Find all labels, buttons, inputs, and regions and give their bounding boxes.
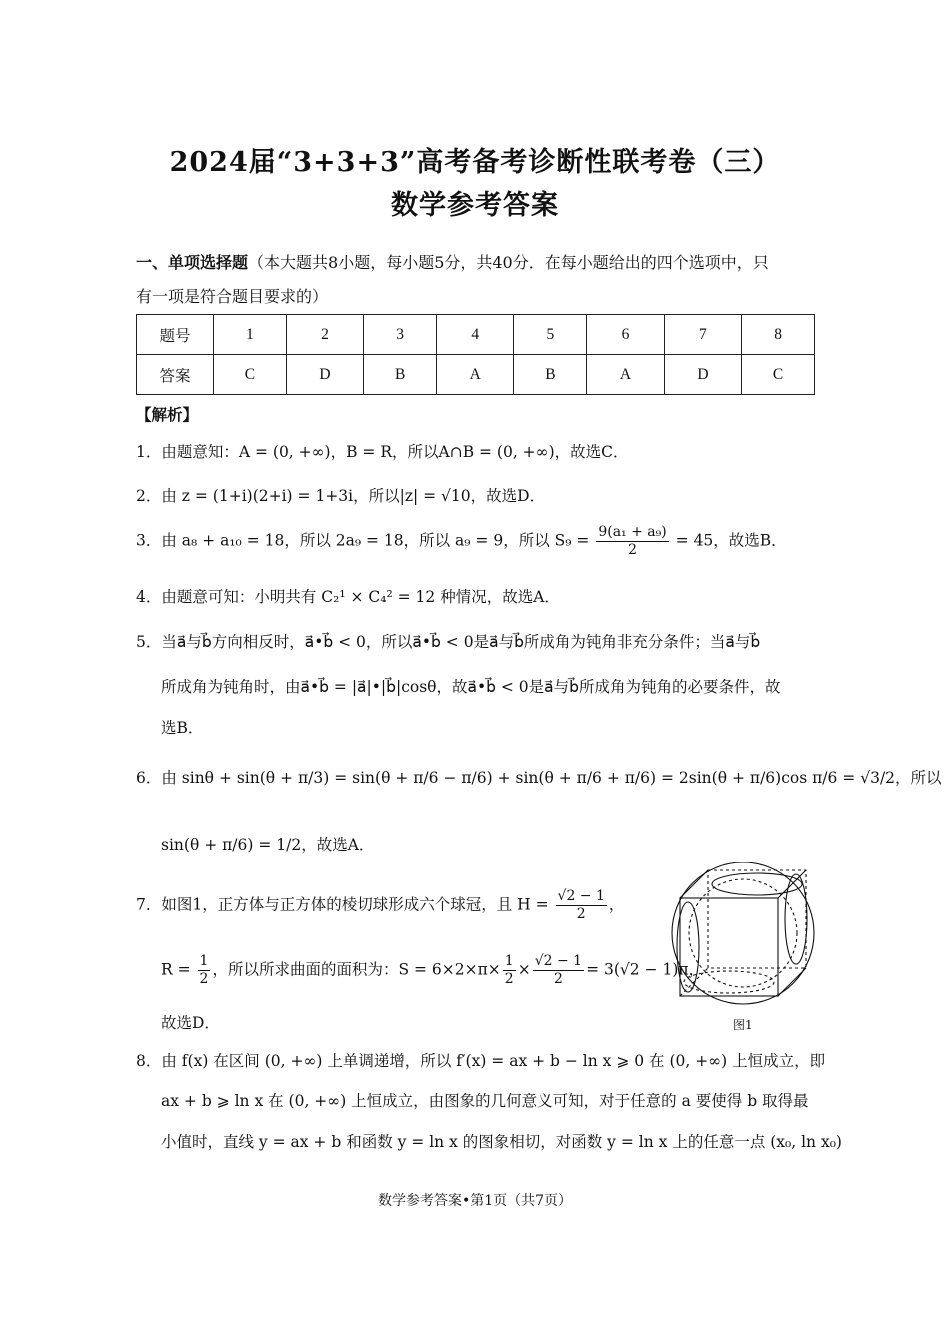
answer-cell: C — [742, 355, 815, 395]
area-result: = 3(√2 − 1)π， — [586, 960, 705, 979]
solution-3-part-a: 3．由 a₈ + a₁₀ = 18，所以 2a₉ = 18，所以 a₉ = 9，所以 S₉ = — [136, 531, 590, 550]
cap-bottom — [684, 971, 774, 993]
fraction-numerator: 9(a₁ + a₉) — [598, 524, 667, 540]
answer-table-question-row — [137, 315, 815, 355]
fraction-s9 — [596, 524, 668, 559]
doc-title-line2: 数学参考答案 — [391, 190, 559, 221]
solution-6-line-a: 6．由 sinθ + sin(θ + π/3) = sin(θ + π/6 − π/6) + sin(θ + π/6 + π/6) = 2sin(θ + π/6)cos π/6 = √3/2，所以 — [136, 769, 942, 787]
answer-cell: A — [587, 355, 664, 395]
answer-cell: D — [664, 355, 741, 395]
section-1-desc-a: （本大题共8小题，每小题5分，共40分．在每小题给出的四个选项中，只 — [248, 253, 769, 272]
solution-8-line-a: 8．由 f(x) 在区间 (0, +∞) 上单调递增，所以 f′(x) = ax + b − ln x ⩾ 0 在 (0, +∞) 上恒成立，即 — [136, 1052, 826, 1070]
answer-row-label: 答案 — [137, 355, 214, 395]
fraction-numerator: √2 − 1 — [557, 888, 605, 904]
fraction-half — [503, 953, 516, 988]
fraction-denominator: 2 — [199, 971, 209, 987]
question-number: 1 — [214, 315, 287, 355]
fraction-numerator: √2 − 1 — [534, 953, 583, 969]
question-number: 2 — [286, 315, 363, 355]
solution-5-line-a: 5．当a⃗与b⃗方向相反时，a⃗•b⃗ < 0，所以a⃗•b⃗ < 0是a⃗与b⃗所成角为钝角非充分条件；当a⃗与b⃗ — [136, 633, 761, 651]
cap-top — [712, 873, 802, 895]
fraction-numerator: 1 — [199, 953, 209, 969]
fraction-h — [556, 888, 607, 923]
solution-2: 2．由 z = (1+i)(2+i) = 1+3i，所以|z| = √10，故选D． — [136, 487, 546, 505]
solution-8-line-c: 小值时，直线 y = ax + b 和函数 y = ln x 的图象相切，对函数 y = ln x 上的任意一点 (x₀, ln x₀) — [161, 1133, 842, 1151]
answer-table-answer-row — [137, 355, 815, 395]
question-number: 8 — [742, 315, 815, 355]
question-number: 3 — [364, 315, 437, 355]
question-number: 5 — [514, 315, 587, 355]
r-label: R = — [161, 960, 191, 979]
answer-cell: C — [214, 355, 287, 395]
solution-4: 4．由题意可知：小明共有 C₂¹ × C₄² = 12 种情况，故选A． — [136, 588, 560, 606]
doc-title-line1: 2024届“3+3+3”高考备考诊断性联考卷（三） — [169, 147, 781, 178]
cap-right — [785, 874, 807, 964]
section-1-header — [136, 250, 769, 273]
solution-5-line-c: 选B． — [161, 719, 204, 737]
answer-table — [136, 314, 815, 395]
fraction-denominator: 2 — [504, 971, 514, 987]
solution-7-line-a: 7．如图1，正方体与正方体的棱切球形成六个球冠，且 H = $\frac{√2 - 1}{2}$ ， — [136, 888, 625, 922]
answer-cell: A — [437, 355, 514, 395]
fraction-denominator: 2 — [553, 971, 563, 987]
fraction-denominator: 2 — [576, 906, 586, 922]
analysis-label: 【解析】 — [136, 405, 199, 424]
answer-cell: B — [514, 355, 587, 395]
solution-7-part-a: 7．如图1，正方体与正方体的棱切球形成六个球冠，且 H = — [136, 895, 549, 914]
solution-1: 1．由题意知：A = (0, +∞)，B = R，所以A∩B = (0, +∞)，故选C． — [136, 443, 629, 461]
solution-7-line-c: 故选D． — [161, 1014, 220, 1032]
question-row-label: 题号 — [137, 315, 214, 355]
solution-3-part-b: = 45，故选B． — [675, 531, 787, 550]
answer-cell: D — [286, 355, 363, 395]
section-1-desc-b: 有一项是符合题目要求的） — [136, 287, 329, 306]
question-number: 4 — [437, 315, 514, 355]
solution-8-line-b: ax + b ⩾ ln x 在 (0, +∞) 上恒成立，由图象的几何意义可知，对于任意的 a 要使得 b 取得最 — [161, 1092, 809, 1110]
solution-6-line-b: sin(θ + π/6) = 1/2，故选A． — [161, 836, 375, 854]
inner-sphere — [689, 879, 797, 987]
figure-label: 图1 — [733, 1018, 753, 1032]
section-1-heading: 一、单项选择题 — [136, 253, 249, 272]
solution-7-line-b — [161, 953, 704, 988]
solution-5-line-b: 所成角为钝角时，由a⃗•b⃗ = |a⃗|•|b⃗|cosθ，故a⃗•b⃗ < 0是a⃗与b⃗所成角为钝角的必要条件，故 — [161, 678, 781, 696]
question-number: 6 — [587, 315, 664, 355]
question-number: 7 — [664, 315, 741, 355]
cube-sphere-figure — [668, 862, 820, 1014]
page-footer: 数学参考答案•第1页（共7页） — [377, 1193, 573, 1209]
solution-3 — [136, 524, 787, 559]
fraction-height — [533, 953, 584, 988]
fraction-r — [198, 953, 211, 988]
fraction-denominator: 2 — [628, 542, 637, 558]
area-text: ，所以所求曲面的面积为：S = 6×2×π× — [212, 960, 501, 979]
fraction-numerator: 1 — [504, 953, 514, 969]
answer-cell: B — [364, 355, 437, 395]
times-sign: × — [517, 960, 531, 979]
